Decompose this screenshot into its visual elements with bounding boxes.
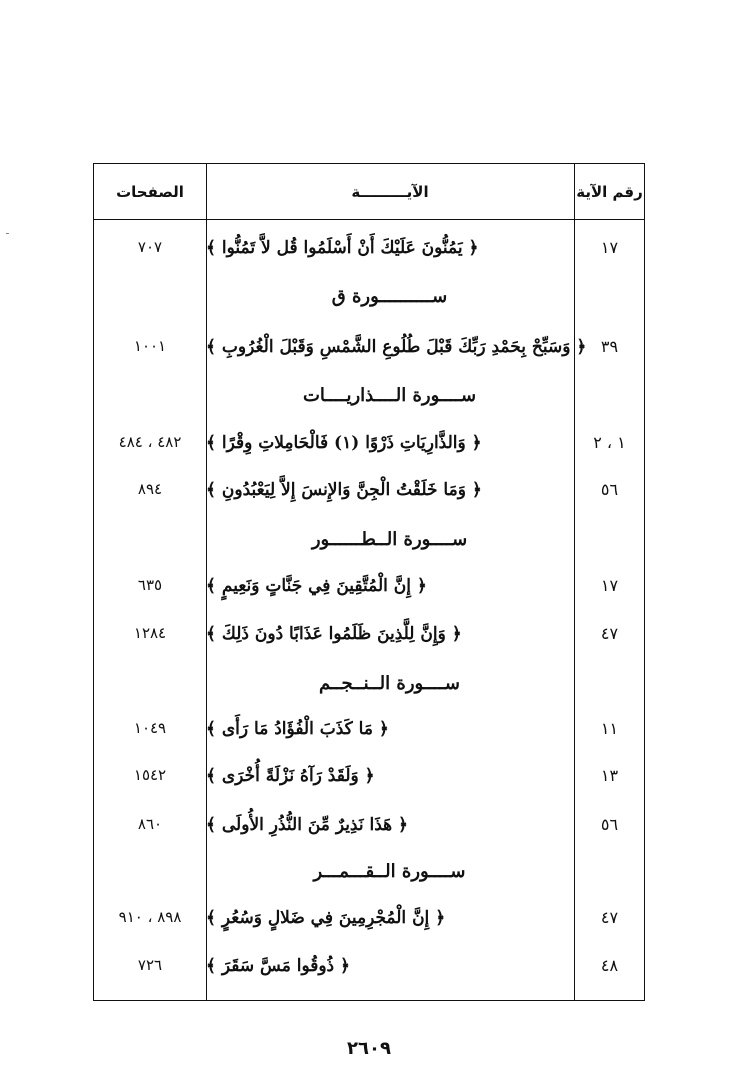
verse-text: ﴿ وَإِنَّ لِلَّذِينَ ظَلَمُوا عَذَابًا دُونَ ذَلِكَ ﴾	[206, 623, 462, 644]
verse-text: ﴿ إِنَّ الْمُتَّقِينَ فِي جَنَّاتٍ وَنَعِيمٍ ﴾	[206, 575, 427, 596]
verse-text: ﴿ إِنَّ الْمُجْرِمِينَ فِي ضَلالٍ وَسُعُرٍ ﴾	[206, 907, 446, 928]
page-refs: ٨٩٨ ، ٩١٠	[118, 908, 182, 926]
surah-heading-row	[94, 274, 644, 318]
verse-index-table	[93, 163, 645, 1001]
surah-title: ســــــــــورة ق	[331, 285, 448, 307]
verse-number: ٤٧	[600, 623, 619, 643]
verse-number: ١٣	[600, 765, 619, 785]
page-refs: ٨٩٤	[137, 480, 163, 498]
page-refs: ٧٠٧	[137, 238, 163, 256]
page-refs: ٧٢٦	[137, 956, 163, 974]
header-ayah: الآيـــــــــة	[351, 182, 429, 201]
verse-text: ﴿ وَلَقَدْ رَآهُ نَزْلَةً أُخْرَى ﴾	[206, 765, 375, 786]
verse-number: ١١	[600, 718, 619, 738]
table-row	[94, 563, 644, 607]
verse-text: ﴿ وَسَبِّحْ بِحَمْدِ رَبِّكَ قَبْلَ طُلُوعِ الشَّمْسِ وَقَبْلَ الْغُرُوبِ ﴾	[206, 336, 587, 357]
verse-number: ٤٨	[600, 955, 619, 975]
verse-number: ١ ، ٢	[593, 432, 626, 452]
verse-number: ٤٧	[600, 907, 619, 927]
surah-title: ســــورة الــقـــمـــر	[313, 860, 466, 882]
table-row	[94, 324, 644, 368]
table-row	[94, 225, 644, 269]
table-row	[94, 802, 644, 846]
verse-number: ١٧	[600, 237, 619, 257]
verse-number: ١٧	[600, 575, 619, 595]
page-refs: ١٢٨٤	[133, 624, 167, 642]
page-refs: ١٥٤٢	[133, 766, 167, 784]
table-row	[94, 895, 644, 939]
page-refs: ٨٦٠	[137, 815, 163, 833]
verse-number: ٣٩	[600, 336, 619, 356]
table-row	[94, 467, 644, 511]
margin-mark	[6, 233, 9, 234]
surah-heading-row	[94, 661, 644, 705]
surah-title: ســــورة الــطــــــور	[311, 528, 468, 550]
surah-heading-row	[94, 849, 644, 893]
header-divider	[94, 219, 644, 220]
surah-heading-row	[94, 373, 644, 417]
verse-text: ﴿ هَذَا نَذِيرٌ مِّنَ النُّذُرِ الأُولَى ﴾	[206, 814, 408, 835]
verse-text: ﴿ وَالذَّارِيَاتِ ذَرْوًا (١) فَالْحَامِلاتِ وِقْرًا ﴾	[206, 432, 482, 453]
page-refs: ١٠٤٩	[133, 719, 167, 737]
table-row	[94, 420, 644, 464]
header-pages: الصفحات	[116, 182, 184, 201]
surah-heading-row	[94, 517, 644, 561]
verse-text: ﴿ ذُوقُوا مَسَّ سَقَرَ ﴾	[206, 955, 351, 976]
page-number: ٢٦٠٩	[347, 1038, 391, 1059]
page-refs: ٤٨٢ ، ٤٨٤	[118, 433, 182, 451]
verse-text: ﴿ يَمُنُّونَ عَلَيْكَ أَنْ أَسْلَمُوا قُل لاَّ تَمُنُّوا ﴾	[206, 237, 479, 258]
surah-title: ســــورة الــــذاريــــات	[302, 384, 477, 406]
verse-number: ٥٦	[600, 814, 619, 834]
table-row	[94, 753, 644, 797]
verse-text: ﴿ وَمَا خَلَقْتُ الْجِنَّ وَالإِنسَ إِلاَّ لِيَعْبُدُونِ ﴾	[206, 479, 482, 500]
surah-title: ســــورة الــنــجــم	[318, 672, 461, 694]
verse-number: ٥٦	[600, 479, 619, 499]
page-refs: ١٠٠١	[133, 337, 167, 355]
page-refs: ٦٣٥	[137, 576, 163, 594]
verse-text: ﴿ مَا كَذَبَ الْفُؤَادُ مَا رَأَى ﴾	[206, 718, 389, 739]
header-verse-number: رقم الآية	[576, 182, 643, 201]
table-row	[94, 943, 644, 987]
table-row	[94, 611, 644, 655]
table-row	[94, 706, 644, 750]
